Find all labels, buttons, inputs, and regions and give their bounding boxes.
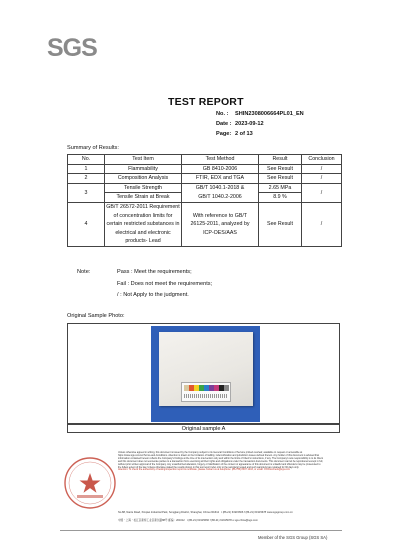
color-scale-card: [181, 382, 231, 402]
cell-conclusion: /: [302, 174, 342, 184]
cell-item: Flammability: [105, 164, 182, 174]
header-result: Result: [259, 155, 302, 165]
table-row: [68, 174, 342, 184]
cell-no: 3: [68, 183, 105, 202]
report-number: No. : SHIN2308006664PL01_EN: [216, 111, 304, 117]
table-row: [68, 202, 342, 246]
sample-photo: [151, 326, 260, 422]
item-line: electrical and electronic: [115, 229, 171, 236]
member-statement: Member of the SGS Group (SGS SA): [258, 535, 328, 540]
method-line: 26125-2011, analyzed by: [190, 221, 250, 228]
note-pass: Pass : Meet the requirements;: [117, 269, 192, 275]
cell-method: GB 8410-2006: [182, 164, 259, 174]
header-conclusion: Conclusion: [302, 155, 342, 165]
cell-method: FTIR, EDX and TGA: [182, 174, 259, 184]
item-line: of concentration limits for: [113, 212, 173, 219]
summary-table: [67, 154, 342, 247]
cell-no: 1: [68, 164, 105, 174]
report-page: Page: 2 of 13: [216, 131, 253, 137]
disclaimer-text: Unless otherwise agreed in writing, this document is issued by the Company subject to its General Conditions of Service printed overleaf, available on request or accessible at https://www.sgs.com/en/Terms-and-Conditions. Attention is drawn to the limitation of liability, indemnification and jurisdiction issues defined therein. Any holder of this document is advised that information contained hereon reflects the Company's findings at the time of its intervention only and within the limits of Client's instructions, if any. The Company's sole responsibility is to its Client and this document does not exonerate parties to a transaction from exercising all their rights and obligations under the transaction documents. This document cannot be reproduced except in full, without prior written approval of the Company. Any unauthorized alteration, forgery or falsification of the content or appearance of this document is unlawful and offenders may be prosecuted to the fullest extent of the law. Unless otherwise stated the results shown in this test report refer only to the sample(s) tested and such sample(s) are retained for 30 days only.: [118, 451, 324, 469]
note-not-apply: / : Not Apply to the judgment.: [117, 292, 189, 298]
cell-no: 4: [68, 202, 105, 246]
svg-text:SGS: SGS: [47, 34, 97, 60]
table-row: [68, 164, 342, 174]
photo-caption: Original sample A: [67, 424, 340, 433]
method-line: With reference to GB/T: [192, 212, 248, 219]
method-line: GB/T 1040.2-2006: [198, 193, 242, 200]
header-no: No.: [68, 155, 105, 165]
report-title: TEST REPORT: [168, 96, 244, 108]
method-line: ICP-OES/AAS: [203, 229, 237, 236]
summary-label: Summary of Results:: [67, 145, 119, 151]
cell-result: See Result: [259, 202, 302, 246]
cell-item: [105, 202, 182, 246]
cell-item: Tensile Strain at Break: [105, 193, 182, 203]
header-test-item: Test Item: [105, 155, 182, 165]
note-label: Note:: [77, 269, 91, 275]
table-row: [68, 183, 342, 193]
report-date: Date : 2023-09-12: [216, 121, 264, 127]
cell-conclusion: /: [302, 202, 342, 246]
cell-method: [182, 202, 259, 246]
cell-conclusion: /: [302, 164, 342, 174]
cell-result: See Result: [259, 174, 302, 184]
footer-divider: [60, 530, 342, 531]
item-line: certain restricted substances in: [106, 221, 180, 228]
address-en: No.88, Nanle Road, Xinqiao Industrial Park, Songjiang District, Shanghai, China 201612 t (86-21) 61915666 f (86-21) 61915678 www.sgsgroup.com.cn: [118, 511, 293, 514]
address-cn: 中国・上海・松江区新桥工业区新乐路88号 邮编：201612 t (86-21) 61915666 f (86-21) 61915678 e sgs.china@sgs.com: [118, 519, 258, 522]
header-test-method: Test Method: [182, 155, 259, 165]
cell-result: 8.9 %: [259, 193, 302, 203]
footer-disclaimer: [118, 452, 324, 472]
cell-no: 2: [68, 174, 105, 184]
cell-conclusion: /: [302, 183, 342, 202]
cell-result: See Result: [259, 164, 302, 174]
item-line: products- Lead: [125, 238, 161, 245]
item-line: GB/T 26572-2011 Requirement: [106, 203, 180, 210]
note-fail: Fail : Does not meet the requirements;: [117, 281, 213, 287]
cell-result: 2.65 MPa: [259, 183, 302, 193]
photo-label: Original Sample Photo:: [67, 313, 125, 319]
company-seal: [62, 455, 118, 511]
method-line: GB/T 1040.1-2018 &: [195, 185, 245, 192]
table-header-row: [68, 155, 342, 165]
sgs-logo: [47, 34, 107, 60]
authenticity-note: Attention: To check the authenticity of testing/inspection report & certificate, please contact us at telephone: (86-755) 8307 1443, or email: CN.Doccheck@sgs.com: [118, 468, 290, 472]
cell-item: Composition Analysis: [105, 174, 182, 184]
cell-method: [182, 183, 259, 202]
cell-item: Tensile Strength: [105, 183, 182, 193]
